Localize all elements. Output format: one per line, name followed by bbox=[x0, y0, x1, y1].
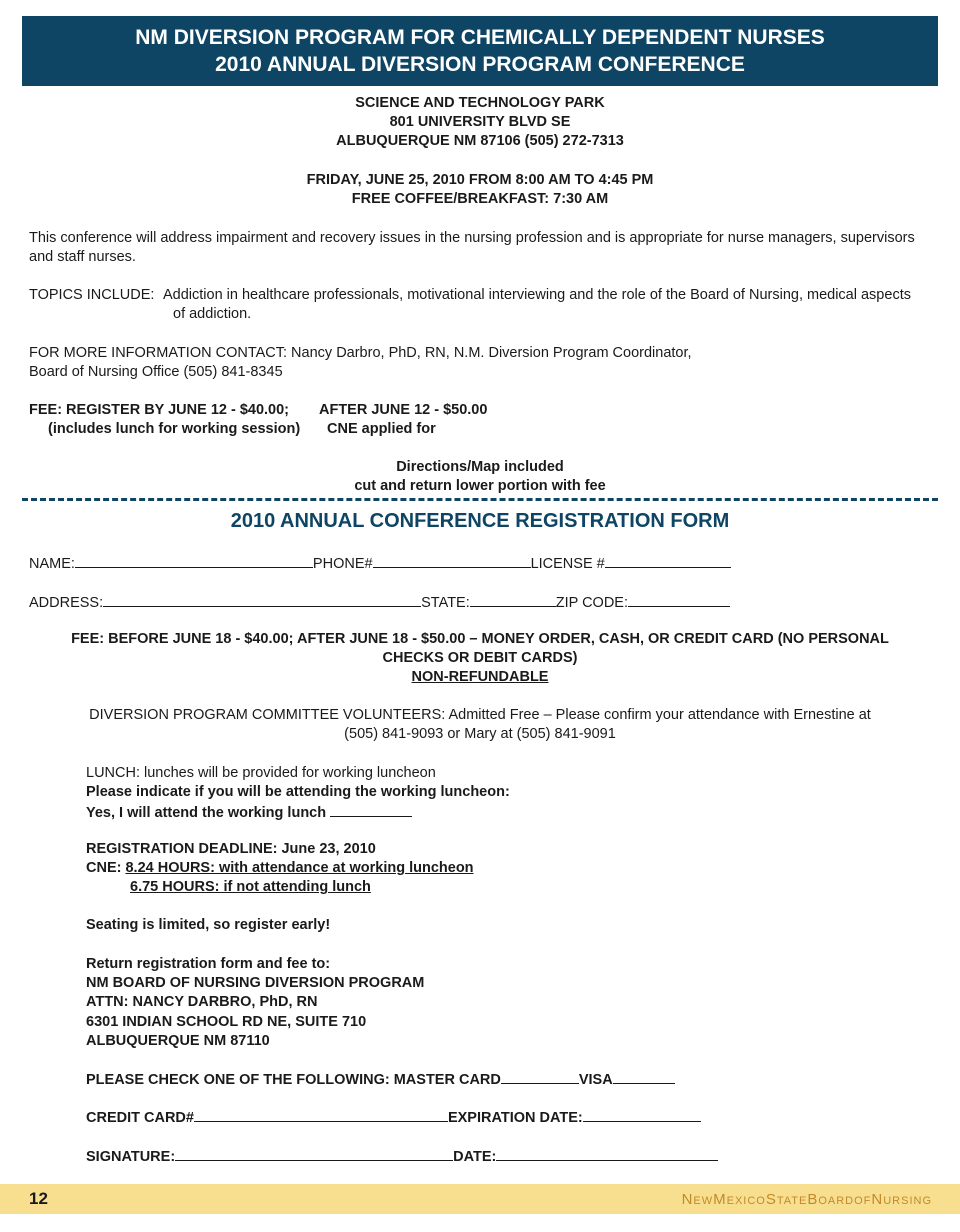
card-type-row bbox=[86, 1069, 675, 1088]
license-field[interactable] bbox=[605, 553, 731, 568]
contact-line2: Board of Nursing Office (505) 841-8345 bbox=[29, 364, 283, 381]
signature-field[interactable] bbox=[175, 1146, 453, 1161]
venue-block bbox=[0, 94, 960, 152]
schedule-block bbox=[0, 171, 960, 209]
address-row bbox=[29, 592, 730, 613]
return-line5: ALBUQUERQUE NM 87110 bbox=[86, 1032, 270, 1049]
date-field[interactable] bbox=[496, 1146, 718, 1161]
signature-label: SIGNATURE: bbox=[86, 1149, 176, 1165]
mastercard-field[interactable] bbox=[501, 1069, 579, 1084]
form-fee-block bbox=[30, 630, 930, 688]
fee-cne: CNE applied for bbox=[327, 421, 436, 438]
lunch-line1: LUNCH: lunches will be provided for working luncheon bbox=[86, 765, 436, 781]
phone-label: PHONE# bbox=[312, 556, 373, 572]
state-field[interactable] bbox=[470, 592, 556, 607]
fee-early: FEE: REGISTER BY JUNE 12 - $40.00; bbox=[29, 402, 290, 418]
volunteers-line2: (505) 841-9093 or Mary at (505) 841-9091 bbox=[344, 726, 616, 743]
contact-line1: FOR MORE INFORMATION CONTACT: Nancy Darbro, PhD, RN, N.M. Diversion Program Coordinator, bbox=[29, 345, 692, 361]
zip-label: ZIP CODE: bbox=[555, 595, 628, 611]
expiration-label: EXPIRATION DATE: bbox=[447, 1110, 583, 1126]
topics-block bbox=[29, 286, 934, 324]
cut-line-divider bbox=[22, 498, 938, 501]
form-fee-line2: CHECKS OR DEBIT CARDS) bbox=[382, 650, 578, 667]
return-address-block bbox=[86, 955, 786, 1051]
card-type-label: PLEASE CHECK ONE OF THE FOLLOWING: MASTER CARD bbox=[86, 1072, 501, 1088]
breakfast-time: FREE COFFEE/BREAKFAST: 7:30 AM bbox=[351, 191, 609, 208]
directions-line1: Directions/Map included bbox=[396, 459, 564, 475]
directions-block bbox=[0, 458, 960, 496]
lunch-attend-field[interactable] bbox=[330, 802, 412, 817]
volunteers-block bbox=[80, 706, 880, 744]
return-line3: ATTN: NANCY DARBRO, PhD, RN bbox=[86, 994, 318, 1011]
return-line4: 6301 INDIAN SCHOOL RD NE, SUITE 710 bbox=[86, 1013, 367, 1030]
venue-name: SCIENCE AND TECHNOLOGY PARK bbox=[355, 95, 605, 111]
footer-brand: NewMexicoStateBoardofNursing bbox=[681, 1191, 932, 1208]
volunteers-line1: DIVERSION PROGRAM COMMITTEE VOLUNTEERS: Admitted Free – Please confirm your attendance with Ernestine at bbox=[89, 707, 871, 723]
signature-row bbox=[86, 1146, 718, 1165]
fee-lunch-note: (includes lunch for working session) bbox=[48, 421, 301, 438]
title-banner bbox=[22, 16, 938, 86]
topics-label: TOPICS INCLUDE: bbox=[29, 287, 155, 303]
event-date: FRIDAY, JUNE 25, 2010 FROM 8:00 AM TO 4:45 PM bbox=[306, 172, 654, 188]
lunch-line2: Please indicate if you will be attending the working luncheon: bbox=[86, 784, 510, 801]
venue-city: ALBUQUERQUE NM 87106 (505) 272-7313 bbox=[336, 133, 624, 150]
form-title: 2010 ANNUAL CONFERENCE REGISTRATION FORM bbox=[230, 510, 730, 532]
credit-card-field[interactable] bbox=[194, 1107, 448, 1122]
topics-text: Addiction in healthcare professionals, motivational interviewing and the role of the Board of Nursing, medical aspects bbox=[163, 287, 911, 303]
phone-field[interactable] bbox=[373, 553, 531, 568]
deadline-block bbox=[86, 840, 786, 898]
non-refundable-label: NON-REFUNDABLE bbox=[411, 669, 549, 686]
name-label: NAME: bbox=[29, 556, 75, 572]
fee-info-block bbox=[29, 401, 729, 439]
state-label: STATE: bbox=[421, 595, 470, 611]
return-line2: NM BOARD OF NURSING DIVERSION PROGRAM bbox=[86, 975, 425, 992]
page-footer bbox=[0, 1184, 960, 1214]
cne-hours-lunch: 8.24 HOURS: with attendance at working luncheon bbox=[125, 860, 474, 877]
address-field[interactable] bbox=[103, 592, 421, 607]
lunch-attend-label: Yes, I will attend the working lunch bbox=[86, 805, 327, 822]
contact-block bbox=[29, 344, 929, 382]
venue-street: 801 UNIVERSITY BLVD SE bbox=[389, 114, 571, 131]
form-fee-line1: FEE: BEFORE JUNE 18 - $40.00; AFTER JUNE 18 - $50.00 – MONEY ORDER, CASH, OR CREDIT CARD (NO PERSONAL bbox=[71, 631, 889, 647]
credit-card-row bbox=[86, 1107, 701, 1126]
license-label: LICENSE # bbox=[530, 556, 605, 572]
topics-text-cont: of addiction. bbox=[173, 306, 252, 323]
banner-title-line2: 2010 ANNUAL DIVERSION PROGRAM CONFERENCE bbox=[215, 53, 745, 76]
intro-paragraph: This conference will address impairment and recovery issues in the nursing profession and is appropriate for nurse managers, supervisors and staff nurses. bbox=[29, 230, 915, 266]
name-row bbox=[29, 553, 731, 574]
visa-field[interactable] bbox=[613, 1069, 675, 1084]
cne-hours-no-lunch: 6.75 HOURS: if not attending lunch bbox=[130, 879, 371, 896]
banner-title-line1: NM DIVERSION PROGRAM FOR CHEMICALLY DEPENDENT NURSES bbox=[135, 26, 825, 49]
expiration-field[interactable] bbox=[583, 1107, 701, 1122]
seating-note: Seating is limited, so register early! bbox=[86, 917, 331, 933]
credit-card-label: CREDIT CARD# bbox=[86, 1110, 194, 1126]
return-line1: Return registration form and fee to: bbox=[86, 956, 331, 972]
cne-label: CNE: bbox=[86, 860, 122, 877]
directions-line2: cut and return lower portion with fee bbox=[354, 478, 606, 495]
deadline-label: REGISTRATION DEADLINE: June 23, 2010 bbox=[86, 841, 376, 857]
date-label: DATE: bbox=[453, 1149, 497, 1165]
lunch-block bbox=[86, 764, 786, 824]
visa-label: VISA bbox=[578, 1072, 613, 1088]
name-field[interactable] bbox=[75, 553, 313, 568]
zip-field[interactable] bbox=[628, 592, 730, 607]
fee-late: AFTER JUNE 12 - $50.00 bbox=[319, 402, 488, 418]
page-number: 12 bbox=[29, 1189, 48, 1208]
address-label: ADDRESS: bbox=[29, 595, 104, 611]
